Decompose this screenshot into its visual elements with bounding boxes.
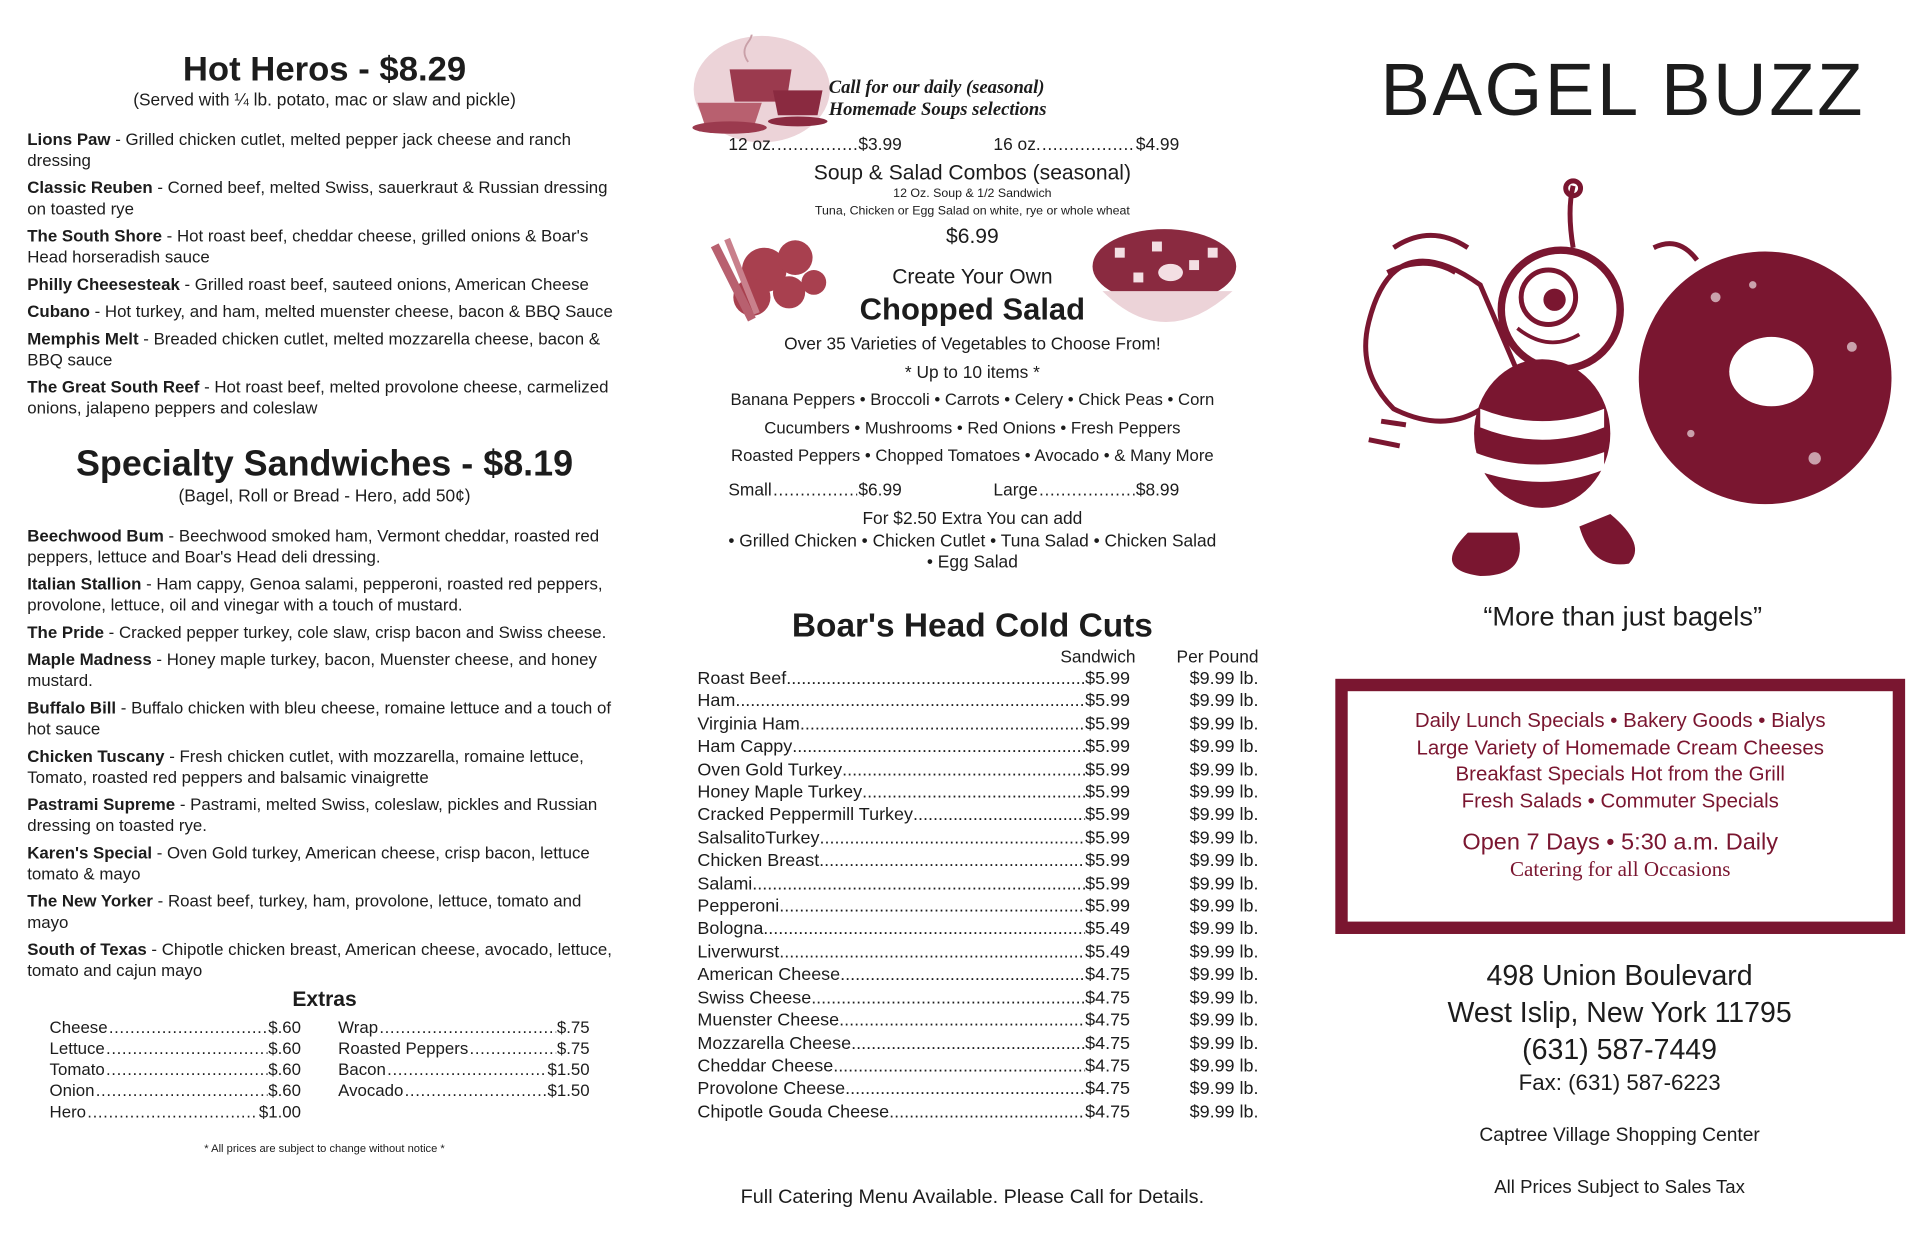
menu-item-name: Beechwood Bum [27,526,164,546]
menu-item-name: South of Texas [27,940,147,959]
per-pound-price: $9.99 lb. [1189,1079,1259,1100]
extras-table [50,1017,622,1122]
cold-cut-row [697,713,1258,736]
extra-price: $.60 [268,1060,302,1079]
per-pound-price: $9.99 lb. [1189,919,1259,940]
sandwich-price: $5.99 [1085,874,1131,894]
extra-item [338,1017,589,1038]
phone-number[interactable]: (631) 587-7449 [1522,1033,1718,1066]
per-pound-price: $9.99 lb. [1189,1056,1259,1077]
addon-title: For $2.50 Extra You can add [862,507,1083,528]
per-pound-price: $9.99 lb. [1189,1033,1259,1054]
menu-item: Chicken Tuscany - Fresh chicken cutlet, with mozzarella, romaine lettuce, Tomato, roasted red peppers and balsamic vinaigrette [27,746,584,787]
dot-leader [833,1055,1085,1078]
cold-cuts-table [697,645,1258,1123]
menu-item-name: Karen's Special [27,843,153,863]
cold-cut-name: Cheddar Cheese [697,1056,834,1077]
per-pound-price: $9.99 lb. [1189,1102,1259,1122]
feature-line: Breakfast Specials Hot from the Grill [1455,763,1785,786]
menu-item: Philly Cheesesteak - Grilled roast beef, sauteed onions, American Cheese [27,274,589,294]
dot-leader [387,1059,546,1080]
soup-prices [728,134,1179,155]
hot-heros-list [27,129,622,419]
menu-item-name: Chicken Tuscany [27,746,165,766]
menu-item-name: Pastrami Supreme [27,795,176,814]
menu-item: Karen's Special - Oven Gold turkey, American cheese, crisp bacon, lettuce tomato & mayo [27,843,590,884]
menu-item-name: Cubano [27,302,90,321]
dot-leader [96,1080,267,1101]
cold-cut-row [697,850,1258,873]
sandwich-price: $4.75 [1085,1033,1131,1054]
cold-cut-name-cell [697,941,1085,964]
menu-item-description: Hot turkey, and ham, melted muenster cheese, bacon & BBQ Sauce [104,302,613,321]
cold-cut-name: Liverwurst [697,942,780,963]
sandwich-price: $5.99 [1085,760,1131,780]
features-box [1335,679,1905,934]
specialty-subtitle: (Bagel, Roll or Bread - Hero, add 50¢) [178,485,471,506]
dot-leader [87,1101,257,1122]
soup-bowls-icon [692,35,834,144]
salad-small-price: $6.99 [858,479,902,500]
dot-leader [820,827,1086,850]
soup-heading-line2: Homemade Soups selections [828,100,1047,121]
sandwich-price: $4.75 [1085,965,1131,986]
extra-price: $.60 [268,1081,302,1100]
sandwich-price: $4.75 [1085,1010,1131,1031]
cold-cut-name: Cracked Peppermill Turkey [697,805,914,826]
col-header-per-pound: Per Pound [1176,646,1259,667]
cold-cuts-title: Boar's Head Cold Cuts [791,606,1153,645]
menu-item: Classic Reuben - Corned beef, melted Swiss, sauerkraut & Russian dressing on toasted rye [27,178,608,219]
cold-cut-row [697,896,1258,919]
salad-limit: * Up to 10 items * [904,361,1040,382]
menu-item: The New Yorker - Roast beef, turkey, ham, provolone, lettuce, tomato and mayo [27,891,582,932]
extra-price: $.75 [556,1018,590,1037]
soup-large-label: 16 oz. [993,133,1041,154]
sandwich-price: $5.99 [1085,714,1131,735]
menu-item-name: The New Yorker [27,891,153,911]
sandwich-price: $4.75 [1085,1102,1131,1122]
feature-line: Daily Lunch Specials • Bakery Goods • Bialys [1414,709,1826,733]
sandwich-price: $5.99 [1085,737,1131,758]
sandwich-price: $5.99 [1085,805,1131,826]
cold-cut-name-cell [697,736,1085,759]
cold-cut-name: Honey Maple Turkey [697,782,863,803]
dot-leader [779,941,1085,964]
dot-leader [470,1038,556,1059]
cold-cut-row [697,873,1258,896]
cold-cut-row [697,918,1258,941]
specialty-list [27,525,622,981]
menu-item-name: Maple Madness [27,650,152,669]
menu-item-description: Cracked pepper turkey, cole slaw, crisp bacon and Swiss cheese. [118,623,607,642]
salad-prices [728,479,1179,500]
cold-cut-name: Mozzarella Cheese [697,1033,852,1054]
extra-item [50,1101,301,1122]
dot-leader [786,668,1085,691]
cold-cut-name: Muenster Cheese [697,1010,840,1031]
dot-leader [752,873,1085,896]
sandwich-price: $5.99 [1085,896,1131,917]
cold-cut-name-cell [697,1032,1085,1055]
cold-cut-name-cell [697,804,1085,827]
menu-item: Lions Paw - Grilled chicken cutlet, melted pepper jack cheese and ranch dressing [27,130,572,170]
menu-item-description: Grilled roast beef, sauteed onions, American Cheese [194,274,589,294]
menu-item-name: Classic Reuben [27,178,153,197]
cold-cut-row [697,1010,1258,1033]
menu-item-name: Italian Stallion [27,574,142,594]
menu-item-description: Fresh chicken cutlet, with mozzarella, romaine lettuce, Tomato, roasted red peppers and balsamic vinaigrette [27,746,584,787]
bee-mascot-illustration [1344,173,1901,582]
menu-item: The Great South Reef - Hot roast beef, melted provolone cheese, carmelized onions, jalapeno peppers and coleslaw [27,377,609,418]
cold-cut-name-cell [697,1101,1085,1124]
cold-cut-name: American Cheese [697,965,841,986]
extra-item [338,1038,589,1059]
per-pound-price: $9.99 lb. [1189,760,1259,780]
cold-cut-name: Chipotle Gouda Cheese [697,1102,890,1122]
address-line2: West Islip, New York 11795 [1447,995,1792,1029]
soup-heading-line1: Call for our daily (seasonal) [828,78,1045,98]
cold-cut-row [697,782,1258,805]
sandwich-price: $5.99 [1085,668,1131,689]
dot-leader [889,1101,1085,1124]
menu-item-description: Grilled chicken cutlet, melted pepper jack cheese and ranch dressing [27,130,572,170]
features-list [1348,709,1893,816]
middle-column [687,0,1257,1244]
menu-item-description: Hot roast beef, cheddar cheese, grilled onions & Boar's Head horseradish sauce [27,226,589,267]
menu-item: Buffalo Bill - Buffalo chicken with bleu cheese, romaine lettuce and a touch of hot sauce [27,698,612,739]
dot-leader [839,1010,1085,1033]
dot-leader [845,1078,1085,1101]
extra-name: Onion [49,1081,95,1100]
per-pound-price: $9.99 lb. [1189,942,1259,963]
per-pound-price: $9.99 lb. [1189,828,1259,849]
per-pound-price: $9.99 lb. [1189,805,1259,826]
menu-item-description: Hot roast beef, melted provolone cheese, carmelized onions, jalapeno peppers and coleslaw [27,377,609,418]
menu-item: Beechwood Bum - Beechwood smoked ham, Vermont cheddar, roasted red peppers, lettuce and Boar's Head deli dressing. [27,526,600,567]
cold-cut-name-cell [697,987,1085,1010]
dot-leader [106,1038,267,1059]
cold-cut-row [697,1055,1258,1078]
dot-leader [819,850,1085,873]
sandwich-price: $5.49 [1085,942,1131,963]
extra-item [50,1038,301,1059]
dot-leader [840,964,1085,987]
menu-item-description: Chipotle chicken breast, American cheese, avocado, lettuce, tomato and cajun mayo [27,940,612,980]
sandwich-price: $5.99 [1085,691,1131,712]
cold-cut-name-cell [697,918,1085,941]
cold-cuts-header [697,645,1258,667]
dot-leader [109,1017,267,1038]
extra-price: $1.50 [547,1081,590,1100]
cold-cut-name-cell [697,1078,1085,1101]
menu-item: South of Texas - Chipotle chicken breast, American cheese, avocado, lettuce, tomato and cajun mayo [27,940,612,980]
combo-line1: 12 Oz. Soup & 1/2 Sandwich [893,187,1052,201]
dot-leader [800,713,1085,736]
extra-item [338,1080,589,1101]
cold-cut-row [697,987,1258,1010]
cold-cut-row [697,668,1258,691]
menu-item-description: Honey maple turkey, bacon, Muenster cheese, and honey mustard. [27,650,597,690]
location-name: Captree Village Shopping Center [1479,1124,1760,1146]
per-pound-price: $9.99 lb. [1189,782,1259,803]
per-pound-price: $9.99 lb. [1189,874,1259,894]
menu-item-description: Breaded chicken cutlet, melted mozzarella cheese, bacon & BBQ sauce [27,329,601,370]
cold-cut-name-cell [697,668,1085,691]
col-header-sandwich: Sandwich [1060,646,1136,667]
extra-item [50,1017,301,1038]
price-change-note: * All prices are subject to change without notice * [204,1142,445,1155]
salad-section [687,265,1257,470]
menu-item-description: Buffalo chicken with bleu cheese, romaine lettuce and a touch of hot sauce [27,698,612,739]
menu-item: Pastrami Supreme - Pastrami, melted Swiss, coleslaw, pickles and Russian dressing on toasted rye. [27,795,598,835]
dot-leader [405,1080,547,1101]
soup-large-price: $4.99 [1135,133,1180,154]
soup-small-label: 12 oz. [728,133,776,154]
extra-name: Avocado [338,1081,404,1100]
feature-line: Large Variety of Homemade Cream Cheeses [1416,736,1824,759]
vegetable-line: Cucumbers • Mushrooms • Red Onions • Fresh Peppers [764,418,1181,437]
menu-item-name: The Great South Reef [27,377,200,397]
specialty-title: Specialty Sandwiches - $8.19 [75,444,574,485]
extra-price: $.60 [268,1018,302,1037]
menu-item-name: Lions Paw [27,130,111,149]
cold-cut-name: Ham Cappy [697,737,793,758]
extra-name: Wrap [338,1018,379,1037]
cold-cut-name-cell [697,713,1085,736]
cold-cut-name: Pepperoni [697,896,780,917]
contact-info [1332,956,1908,1198]
cold-cut-row [697,964,1258,987]
vegetable-line: Roasted Peppers • Chopped Tomatoes • Avocado • & Many More [731,445,1214,465]
per-pound-price: $9.99 lb. [1189,1010,1259,1031]
cold-cut-row [697,736,1258,759]
cold-cut-row [697,1032,1258,1055]
dot-leader [811,987,1085,1010]
vegetable-line: Banana Peppers • Broccoli • Carrots • Celery • Chick Peas • Corn [730,390,1215,409]
cold-cut-name-cell [697,850,1085,873]
cold-cut-row [697,804,1258,827]
cold-cut-name-cell [697,827,1085,850]
dot-leader [106,1059,267,1080]
cold-cut-name-cell [697,896,1085,919]
feature-line: Fresh Salads • Commuter Specials [1461,789,1779,812]
dot-leader [735,690,1085,713]
cold-cut-row [697,1078,1258,1101]
per-pound-price: $9.99 lb. [1189,737,1259,758]
extras-left-column [50,1017,301,1122]
cold-cut-name: Bologna [697,919,764,940]
menu-item-name: Philly Cheesesteak [27,274,180,294]
extra-price: $.60 [268,1039,302,1058]
combo-line2: Tuna, Chicken or Egg Salad on white, rye or whole wheat [814,204,1130,219]
sandwich-price: $5.99 [1085,782,1131,803]
sandwich-price: $4.75 [1085,1079,1131,1100]
dot-leader [862,782,1085,805]
menu-item-description: Oven Gold turkey, American cheese, crisp bacon, lettuce tomato & mayo [27,843,590,884]
dot-leader [379,1017,555,1038]
extra-price: $1.00 [258,1102,302,1122]
sandwich-price: $5.99 [1085,828,1131,849]
per-pound-price: $9.99 lb. [1189,668,1259,689]
menu-item-description: Corned beef, melted Swiss, sauerkraut & Russian dressing on toasted rye [27,178,608,219]
per-pound-price: $9.99 lb. [1189,714,1259,735]
extra-name: Hero [49,1102,87,1122]
menu-item-name: The South Shore [27,226,162,246]
extra-item [338,1059,589,1080]
sandwich-price: $4.75 [1085,988,1131,1008]
cold-cut-name: SalsalitoTurkey [697,828,820,849]
extra-name: Bacon [338,1060,386,1079]
addon-line1: • Grilled Chicken • Chicken Cutlet • Tuna Salad • Chicken Salad [728,529,1217,550]
catering-tagline: Catering for all Occasions [1509,857,1731,881]
hot-heros-title: Hot Heros - $8.29 [182,49,467,88]
tax-note: All Prices Subject to Sales Tax [1494,1176,1745,1198]
extra-name: Lettuce [49,1039,105,1058]
menu-item-name: The Pride [27,623,104,642]
per-pound-price: $9.99 lb. [1189,691,1259,712]
cold-cut-name-cell [697,1055,1085,1078]
dot-leader [842,759,1085,782]
cold-cut-name-cell [697,964,1085,987]
extra-price: $.75 [556,1039,590,1058]
hot-heros-section [27,50,622,1155]
extra-price: $1.50 [547,1060,590,1079]
menu-item-description: Ham cappy, Genoa salami, pepperoni, roasted red peppers, provolone, lettuce, oil and vinegar with a touch of mustard. [27,574,603,615]
hot-heros-subtitle: (Served with ¼ lb. potato, mac or slaw and pickle) [133,89,516,110]
dot-leader [913,804,1085,827]
cold-cut-row [697,1101,1258,1124]
dot-leader [792,736,1085,759]
address-line1: 498 Union Boulevard [1486,958,1753,991]
salad-small-label: Small [728,479,772,500]
cold-cut-name: Salami [697,874,753,894]
per-pound-price: $9.99 lb. [1189,965,1259,986]
cold-cut-row [697,759,1258,782]
extra-name: Tomato [49,1060,105,1079]
cold-cut-row [697,827,1258,850]
cold-cut-name-cell [697,782,1085,805]
dot-leader [779,896,1085,919]
cold-cut-name: Oven Gold Turkey [697,760,843,780]
per-pound-price: $9.99 lb. [1189,851,1259,872]
salad-title: Chopped Salad [859,292,1086,328]
menu-item-name: Memphis Melt [27,329,139,349]
extra-item [50,1080,301,1101]
sandwich-price: $4.75 [1085,1056,1131,1077]
extra-item [50,1059,301,1080]
hours: Open 7 Days • 5:30 a.m. Daily [1462,829,1779,856]
slogan: “More than just bagels” [1483,600,1763,632]
combo-price: $6.99 [946,224,999,248]
cold-cut-row [697,941,1258,964]
menu-item: Italian Stallion - Ham cappy, Genoa salami, pepperoni, roasted red peppers, provolone, lettuce, oil and vinegar with a touch of mustard. [27,574,603,615]
cold-cut-name-cell [697,759,1085,782]
menu-item-description: Roast beef, turkey, ham, provolone, lettuce, tomato and mayo [27,891,582,932]
cold-cut-name-cell [697,873,1085,896]
sandwich-price: $5.49 [1085,919,1131,940]
per-pound-price: $9.99 lb. [1189,896,1259,917]
dot-leader [763,918,1085,941]
soup-small-price: $3.99 [858,133,902,154]
salad-large-price: $8.99 [1135,479,1180,500]
per-pound-price: $9.99 lb. [1189,988,1259,1008]
cold-cut-name-cell [697,1010,1085,1033]
cold-cut-name: Roast Beef [697,668,787,689]
cold-cut-name: Ham [697,691,736,712]
cold-cut-name: Swiss Cheese [697,988,812,1008]
menu-item-name: Buffalo Bill [27,698,117,718]
vegetable-list [687,386,1257,470]
cold-cut-row [697,690,1258,713]
menu-item: Cubano - Hot turkey, and ham, melted muenster cheese, bacon & BBQ Sauce [27,302,613,321]
menu-item: The Pride - Cracked pepper turkey, cole slaw, crisp bacon and Swiss cheese. [27,623,607,642]
extra-name: Roasted Peppers [338,1039,469,1058]
catering-note: Full Catering Menu Available. Please Call for Details. [740,1186,1205,1208]
soup-heading [829,77,1047,122]
cold-cut-name: Virginia Ham [697,714,800,735]
sandwich-price: $5.99 [1085,851,1131,872]
extra-name: Cheese [49,1018,108,1037]
menu-item-description: Pastrami, melted Swiss, coleslaw, pickles and Russian dressing on toasted rye. [27,795,598,835]
cold-cut-name: Chicken Breast [697,851,820,872]
addon-line2: • Egg Salad [926,551,1018,572]
salad-pre-title: Create Your Own [892,265,1053,289]
salad-addons [687,508,1257,573]
menu-item: Memphis Melt - Breaded chicken cutlet, melted mozzarella cheese, bacon & BBQ sauce [27,329,601,370]
salad-large-label: Large [993,479,1038,500]
brand-logo-text: BAGEL BUZZ [1380,48,1865,132]
extras-title: Extras [292,987,357,1011]
brand-column [1332,0,1914,1244]
salad-tagline: Over 35 Varieties of Vegetables to Choose From! [784,333,1161,354]
cold-cut-name-cell [697,690,1085,713]
dot-leader [851,1032,1085,1055]
menu-item: The South Shore - Hot roast beef, cheddar cheese, grilled onions & Boar's Head horseradish sauce [27,226,589,267]
menu-item-description: Beechwood smoked ham, Vermont cheddar, roasted red peppers, lettuce and Boar's Head deli dressing. [27,526,600,567]
menu-item: Maple Madness - Honey maple turkey, bacon, Muenster cheese, and honey mustard. [27,650,597,690]
cold-cut-name: Provolone Cheese [697,1079,846,1100]
fax-number: Fax: (631) 587-6223 [1518,1070,1721,1096]
extras-right-column [338,1017,589,1122]
combo-title: Soup & Salad Combos (seasonal) [813,161,1131,185]
